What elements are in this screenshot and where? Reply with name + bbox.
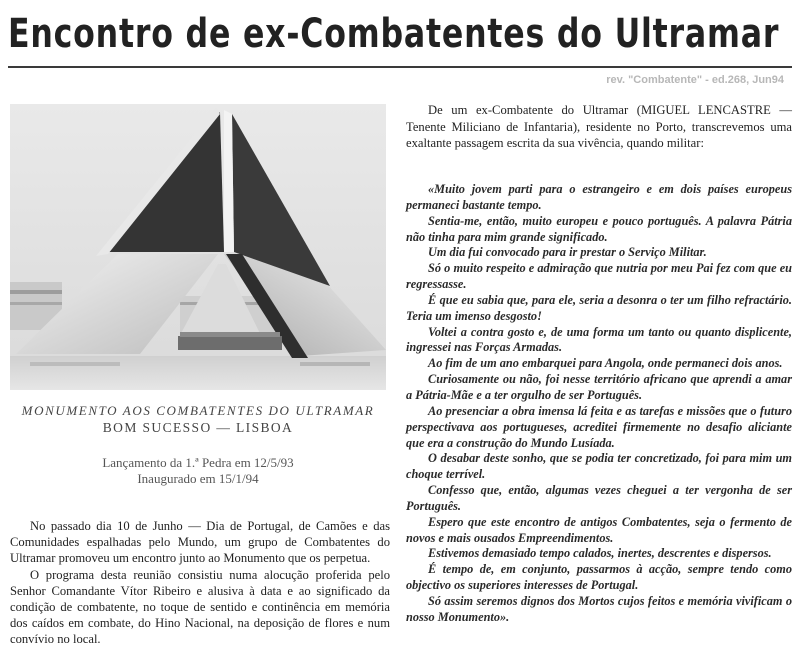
quote-paragraph: Curiosamente ou não, foi nesse território africano que aprendi a amar a Pátria-Mãe e a ter orgulho de ser Português. — [406, 372, 792, 402]
monument-dates — [10, 455, 386, 487]
caption-title: MONUMENTO AOS COMBATENTES DO ULTRAMAR — [21, 403, 375, 418]
inauguration-date-line: Inaugurado em 15/1/94 — [137, 471, 259, 486]
quote-paragraph: Voltei a contra gosto e, de uma forma um tanto ou quanto displicente, ingressei nas Forças Armadas. — [406, 324, 792, 355]
quote-paragraph: Só o muito respeito e admiração que nutria por meu Pai fez com que eu regressasse. — [406, 261, 792, 292]
photo-caption — [10, 403, 386, 437]
quote-paragraph: É que eu sabia que, para ele, seria a desonra o ter um filho refractário. Teria um imenso desgosto! — [406, 292, 792, 323]
quote-paragraph: O desabar deste sonho, que se podia ter concretizado, foi para mim um choque terrível. — [406, 451, 792, 482]
right-article-intro — [406, 102, 792, 152]
left-article-body — [10, 518, 390, 648]
quote-paragraph: Um dia fui convocado para ir prestar o Serviço Militar. — [428, 245, 707, 260]
quote-paragraph: Confesso que, então, algumas vezes cheguei a ter vergonha de ser Português. — [406, 483, 792, 513]
quote-paragraph: Ao fim de um ano embarquei para Angola, onde permaneci dois anos. — [428, 356, 783, 371]
monument-photo-icon — [10, 104, 386, 390]
quote-paragraph: Sentia-me, então, muito europeu e pouco português. A palavra Pátria não tinha para mim grande significado. — [406, 213, 792, 244]
quote-paragraph: Ao presenciar a obra imensa lá feita e as tarefas e missões que o futuro perspectivava aos portugueses, acreditei firmemente no desafio aliciante que era a construção do Mundo Lusíada. — [406, 403, 792, 450]
quote-paragraph: Estivemos demasiado tempo calados, inertes, descrentes e dispersos. — [428, 546, 772, 561]
quote-paragraph: É tempo de, em conjunto, passarmos à acção, sempre tendo como objectivo os superiores interesses de Portugal. — [406, 562, 792, 593]
source-credit: rev. "Combatente" - ed.268, Jun94 — [606, 74, 784, 86]
quote-paragraph: Espero que este encontro de antigos Combatentes, seja o fermento de novos e mais ousados Empreendimentos. — [406, 514, 792, 545]
article-paragraph: O programa desta reunião consistiu numa alocução proferida pelo Senhor Comandante Vítor Ribeiro e alusiva à data e ao significado da condição de combatente, no toque de sentido e continência em memória dos caídos em combate, do Hino Nacional, na deposição de flores e num convívio no local. — [10, 567, 390, 647]
quote-paragraph: Só assim seremos dignos dos Mortos cujos feitos e memória vivificam o nosso Monumento». — [406, 593, 792, 624]
launch-date-line: Lançamento da 1.ª Pedra em 12/5/93 — [102, 455, 294, 470]
testimony-quote — [406, 182, 792, 626]
monument-photo — [10, 104, 386, 390]
article-paragraph: No passado dia 10 de Junho — Dia de Portugal, de Camões e das Comunidades espalhadas pelo Mundo, um grupo de Combatentes do Ultramar promoveu um encontro junto ao Monumento que os perpetua. — [10, 519, 390, 566]
intro-paragraph: De um ex-Combatente do Ultramar (MIGUEL LENCASTRE — Tenente Miliciano de Infantaria), residente no Porto, transcrevemos uma exaltante passagem escrita da sua vivência, quando militar: — [406, 103, 792, 150]
headline-rule — [8, 66, 792, 68]
caption-subtitle: BOM SUCESSO — LISBOA — [102, 420, 294, 435]
article-headline: Encontro de ex-Combatentes do Ultramar — [8, 11, 780, 57]
quote-paragraph: «Muito jovem parti para o estrangeiro e em dois países europeus permaneci bastante tempo. — [406, 182, 792, 212]
